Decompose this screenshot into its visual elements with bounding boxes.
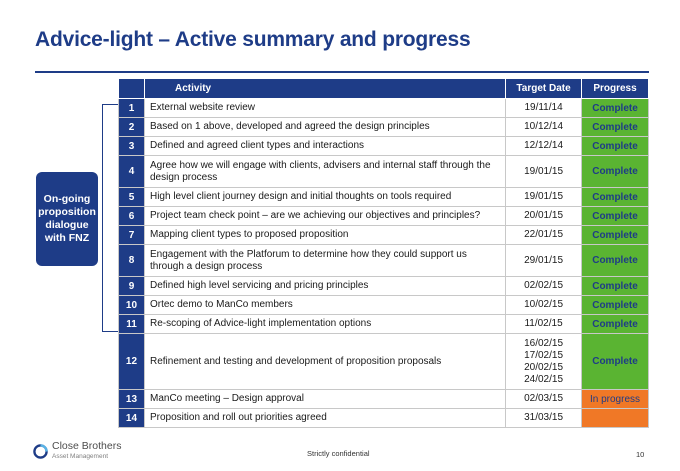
- logo-subtitle: Asset Management: [52, 453, 109, 460]
- row-number: 13: [119, 390, 145, 409]
- row-progress: Complete: [582, 226, 649, 245]
- row-activity: Defined high level servicing and pricing principles: [144, 277, 505, 296]
- row-progress: Complete: [582, 99, 649, 118]
- row-progress: Complete: [582, 315, 649, 334]
- row-number: 1: [119, 99, 145, 118]
- row-target-date: 02/03/15: [506, 390, 582, 409]
- header-progress: Progress: [582, 79, 649, 99]
- row-progress: Complete: [582, 188, 649, 207]
- row-progress: Complete: [582, 156, 649, 188]
- row-target-date: 10/12/14: [506, 118, 582, 137]
- row-activity: Agree how we will engage with clients, advisers and internal staff through the design process: [144, 156, 505, 188]
- row-target-date: 11/02/15: [506, 315, 582, 334]
- table-body: [119, 99, 649, 428]
- confidentiality-notice: Strictly confidential: [307, 449, 370, 458]
- row-number: 5: [119, 188, 145, 207]
- fnz-dialogue-badge-text: On-going proposition dialogue with FNZ: [38, 193, 96, 244]
- row-activity: High level client journey design and initial thoughts on tools required: [144, 188, 505, 207]
- header-target-date: Target Date: [506, 79, 582, 99]
- row-number: 11: [119, 315, 145, 334]
- row-target-date: 19/01/15: [506, 156, 582, 188]
- table-row: [119, 277, 649, 296]
- row-activity: Refinement and testing and development of proposition proposals: [144, 334, 505, 390]
- row-target-date: 02/02/15: [506, 277, 582, 296]
- row-target-date: 10/02/15: [506, 296, 582, 315]
- row-activity: ManCo meeting – Design approval: [144, 390, 505, 409]
- table-row: [119, 226, 649, 245]
- row-number: 9: [119, 277, 145, 296]
- row-target-date: 19/11/14: [506, 99, 582, 118]
- row-number: 8: [119, 245, 145, 277]
- table-row: [119, 137, 649, 156]
- table-header-row: [119, 79, 649, 99]
- table-row: [119, 118, 649, 137]
- row-number: 4: [119, 156, 145, 188]
- activity-table: [118, 78, 649, 428]
- row-target-date: 22/01/15: [506, 226, 582, 245]
- row-target-date: 12/12/14: [506, 137, 582, 156]
- row-target-date: 19/01/15: [506, 188, 582, 207]
- header-activity: Activity: [144, 79, 505, 99]
- company-logo: [33, 441, 121, 461]
- row-number: 2: [119, 118, 145, 137]
- table-row: [119, 207, 649, 226]
- row-progress: Complete: [582, 137, 649, 156]
- row-progress: [582, 409, 649, 428]
- row-activity: Proposition and roll out priorities agreed: [144, 409, 505, 428]
- fnz-dialogue-badge: [36, 172, 98, 266]
- row-number: 7: [119, 226, 145, 245]
- table-row: [119, 409, 649, 428]
- page-number: 10: [636, 450, 645, 459]
- table-row: [119, 188, 649, 207]
- table-row: [119, 156, 649, 188]
- row-progress: Complete: [582, 296, 649, 315]
- table-row: [119, 245, 649, 277]
- table-row: [119, 390, 649, 409]
- row-progress: In progress: [582, 390, 649, 409]
- table-row: [119, 296, 649, 315]
- row-progress: Complete: [582, 334, 649, 390]
- row-number: 6: [119, 207, 145, 226]
- row-number: 3: [119, 137, 145, 156]
- row-progress: Complete: [582, 207, 649, 226]
- row-activity: Defined and agreed client types and interactions: [144, 137, 505, 156]
- row-target-date: 20/01/15: [506, 207, 582, 226]
- row-progress: Complete: [582, 277, 649, 296]
- row-number: 14: [119, 409, 145, 428]
- row-activity: Mapping client types to proposed proposition: [144, 226, 505, 245]
- title-divider: [35, 71, 649, 73]
- row-target-date: 31/03/15: [506, 409, 582, 428]
- row-number: 12: [119, 334, 145, 390]
- logo-mark-icon: [33, 444, 48, 459]
- logo-text: [52, 441, 121, 461]
- row-activity: Re-scoping of Advice-light implementation options: [144, 315, 505, 334]
- table-row: [119, 334, 649, 390]
- page-title: Advice-light – Active summary and progress: [35, 28, 471, 51]
- header-number: [119, 79, 145, 99]
- row-target-date: 29/01/15: [506, 245, 582, 277]
- row-progress: Complete: [582, 245, 649, 277]
- table-row: [119, 99, 649, 118]
- row-target-date: 16/02/15 17/02/15 20/02/15 24/02/15: [506, 334, 582, 390]
- row-activity: Project team check point – are we achieving our objectives and principles?: [144, 207, 505, 226]
- logo-name: Close Brothers: [52, 440, 122, 452]
- row-number: 10: [119, 296, 145, 315]
- row-activity: External website review: [144, 99, 505, 118]
- row-activity: Based on 1 above, developed and agreed the design principles: [144, 118, 505, 137]
- row-activity: Ortec demo to ManCo members: [144, 296, 505, 315]
- table-row: [119, 315, 649, 334]
- row-progress: Complete: [582, 118, 649, 137]
- row-activity: Engagement with the Platforum to determine how they could support us through a design process: [144, 245, 505, 277]
